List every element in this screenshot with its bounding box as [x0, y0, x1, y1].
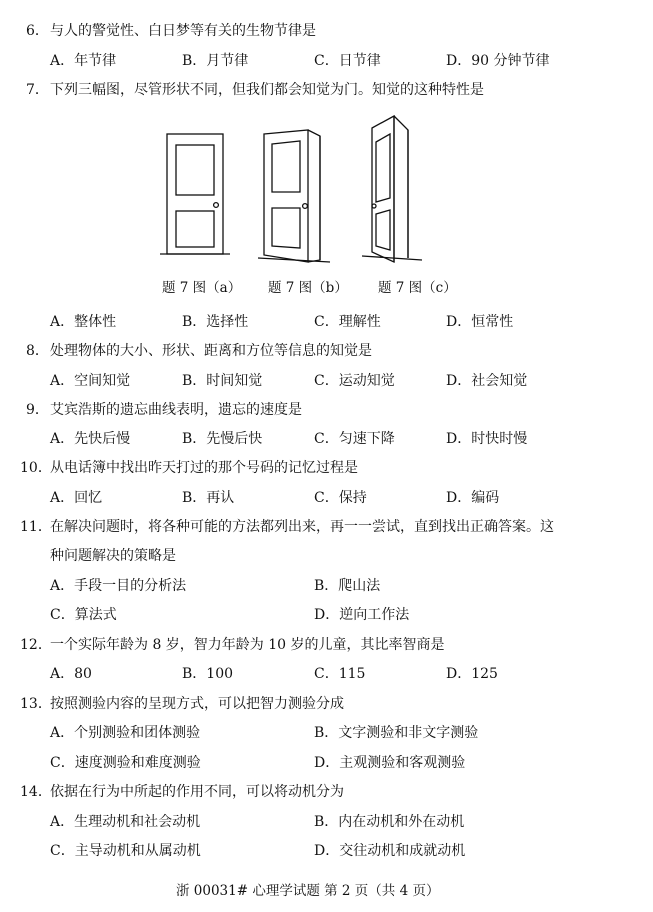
question-11-option-c: C．算法式	[50, 607, 117, 623]
question-8-option-a: A．空间知觉	[50, 373, 131, 389]
question-14-number: 14．	[20, 784, 52, 800]
question-12-option-b: B．100	[182, 666, 234, 682]
question-6-stem: 与人的警觉性、白日梦等有关的生物节律是	[50, 23, 316, 39]
page-footer: 浙 00031# 心理学试题 第 2 页（共 4 页）	[176, 883, 440, 899]
door-figure-c	[360, 110, 440, 270]
question-10-option-b: B．再认	[182, 490, 235, 506]
question-6-number: 6．	[26, 23, 49, 39]
question-13-option-a: A．个别测验和团体测验	[50, 725, 201, 741]
question-6-option-b: B．月节律	[182, 53, 249, 69]
question-10-number: 10．	[20, 460, 52, 476]
figure-caption-b: 题 7 图（b）	[268, 280, 348, 296]
question-12-option-a: A．80	[50, 666, 92, 682]
question-14-option-c: C．主导动机和从属动机	[50, 843, 201, 859]
question-13-stem: 按照测验内容的呈现方式，可以把智力测验分成	[50, 696, 344, 712]
question-12-option-c: C．115	[314, 666, 366, 682]
question-9-option-d: D．时快时慢	[446, 431, 528, 447]
question-9-number: 9．	[26, 402, 49, 418]
question-14-option-b: B．内在动机和外在动机	[314, 814, 465, 830]
question-8-option-b: B．时间知觉	[182, 373, 263, 389]
question-6-option-c: C．日节律	[314, 53, 381, 69]
question-6-option-a: A．年节律	[50, 53, 117, 69]
question-10-option-d: D．编码	[446, 490, 500, 506]
question-10-option-c: C．保持	[314, 490, 367, 506]
question-7-option-a: A．整体性	[50, 314, 117, 330]
question-11-option-b: B．爬山法	[314, 578, 381, 594]
question-12-stem: 一个实际年龄为 8 岁，智力年龄为 10 岁的儿童，其比率智商是	[50, 637, 445, 653]
question-10-option-a: A．回忆	[50, 490, 103, 506]
question-7-number: 7．	[26, 82, 49, 98]
question-9-option-b: B．先慢后快	[182, 431, 263, 447]
question-7-option-c: C．理解性	[314, 314, 381, 330]
question-7-stem: 下列三幅图，尽管形状不同，但我们都会知觉为门。知觉的这种特性是	[50, 82, 484, 98]
figure-caption-a: 题 7 图（a）	[162, 280, 242, 296]
question-8-number: 8．	[26, 343, 49, 359]
question-13-option-b: B．文字测验和非文字测验	[314, 725, 479, 741]
question-11-option-d: D．逆向工作法	[314, 607, 410, 623]
question-7-option-d: D．恒常性	[446, 314, 514, 330]
question-6-option-d: D．90 分钟节律	[446, 53, 550, 69]
question-14-stem: 依据在行为中所起的作用不同，可以将动机分为	[50, 784, 344, 800]
question-9-stem: 艾宾浩斯的遗忘曲线表明，遗忘的速度是	[50, 402, 302, 418]
question-9-option-a: A．先快后慢	[50, 431, 131, 447]
question-8-option-c: C．运动知觉	[314, 373, 395, 389]
figure-caption-c: 题 7 图（c）	[378, 280, 457, 296]
question-12-option-d: D．125	[446, 666, 498, 682]
question-14-option-a: A．生理动机和社会动机	[50, 814, 201, 830]
question-10-stem: 从电话簿中找出昨天打过的那个号码的记忆过程是	[50, 460, 358, 476]
question-9-option-c: C．匀速下降	[314, 431, 395, 447]
door-figure-b	[258, 120, 338, 270]
question-11-option-a: A．手段一目的分析法	[50, 578, 187, 594]
question-11-stem: 在解决问题时，将各种可能的方法都列出来，再一一尝试，直到找出正确答案。这	[50, 519, 554, 535]
question-14-option-d: D．交往动机和成就动机	[314, 843, 466, 859]
question-13-number: 13．	[20, 696, 52, 712]
question-8-option-d: D．社会知觉	[446, 373, 528, 389]
question-12-number: 12．	[20, 637, 52, 653]
question-13-option-c: C．速度测验和难度测验	[50, 755, 201, 771]
question-13-option-d: D．主观测验和客观测验	[314, 755, 466, 771]
question-8-stem: 处理物体的大小、形状、距离和方位等信息的知觉是	[50, 343, 372, 359]
question-7-option-b: B．选择性	[182, 314, 249, 330]
door-figure-a	[160, 125, 240, 270]
question-11-number: 11．	[20, 519, 52, 535]
question-11-stem-continued: 种问题解决的策略是	[50, 548, 176, 564]
